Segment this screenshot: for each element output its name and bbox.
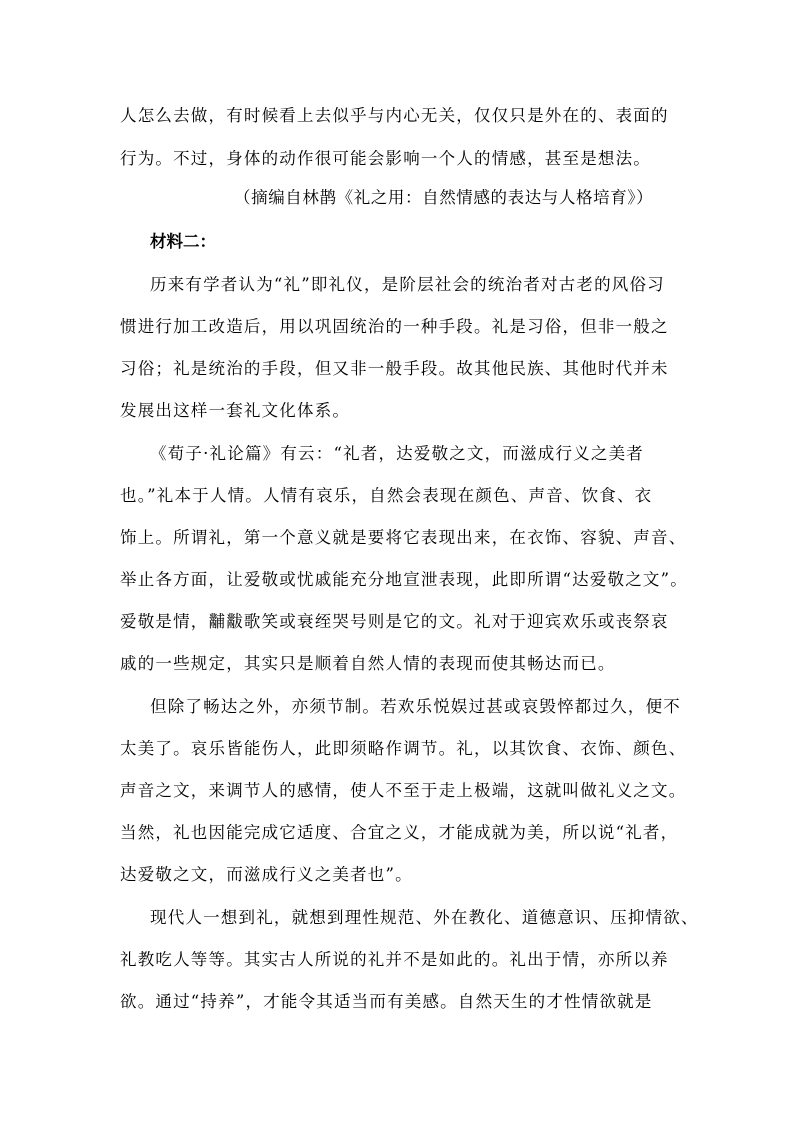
paragraph2-line-6: 戚的一些规定，其实只是顺着自然人情的表现而使其畅达而已。: [120, 654, 616, 673]
paragraph1-line-2: 惯进行加工改造后，用以巩固统治的一种手段。礼是习俗，但非一般之: [120, 317, 669, 336]
paragraph2-line-5: 爱敬是情，黼黻歌笑或衰绖哭号则是它的文。礼对于迎宾欢乐或丧祭哀: [120, 612, 669, 631]
paragraph1-line-3: 习俗；礼是统治的手段，但又非一般手段。故其他民族、其他时代并未: [120, 359, 669, 378]
paragraph2-line-2: 也。”礼本于人情。人情有哀乐，自然会表现在颜色、声音、饮食、衣: [120, 486, 653, 505]
paragraph3-line-3: 声音之文，来调节人的感情，使人不至于走上极端，这就叫做礼义之文。: [120, 781, 687, 800]
paragraph3-line-2: 太美了。哀乐皆能伤人，此即须略作调节。礼，以其饮食、衣饰、颜色、: [120, 739, 687, 758]
source-citation: （摘编自林鹊《礼之用：自然情感的表达与人格培育》）: [234, 188, 654, 207]
paragraph3-line-5: 达爱敬之文，而滋成行义之美者也”。: [120, 865, 413, 884]
paragraph1-line-4: 发展出这样一套礼文化体系。: [120, 401, 351, 420]
paragraph4-line-3: 欲。通过“持养”，才能令其适当而有美感。自然天生的才性情欲就是: [120, 992, 653, 1011]
paragraph2-line-3: 饰上。所谓礼，第一个意义就是要将它表现出来，在衣饰、容貌、声音、: [120, 528, 687, 547]
paragraph1-line-1: 历来有学者认为“礼”即礼仪，是阶层社会的统治者对古老的风俗习: [150, 275, 665, 294]
paragraph4-line-1: 现代人一想到礼，就想到理性规范、外在教化、道德意识、压抑情欲、: [150, 908, 699, 927]
intro-line-2: 行为。不过，身体的动作很可能会影响一个人的情感，甚至是想法。: [120, 149, 651, 168]
paragraph2-line-4: 举止各方面，让爱敬或忧戚能充分地宣泄表现，此即所谓“达爱敬之文”。: [120, 570, 688, 589]
section-heading: 材料二：: [150, 232, 216, 251]
paragraph2-line-1: 《荀子·礼论篇》有云：“礼者，达爱敬之文，而滋成行义之美者: [150, 444, 644, 463]
paragraph3-line-1: 但除了畅达之外，亦须节制。若欢乐悦娱过甚或哀毁悴都过久，便不: [150, 697, 681, 716]
intro-line-1: 人怎么去做，有时候看上去似乎与内心无关，仅仅只是外在的、表面的: [120, 106, 669, 125]
paragraph3-line-4: 当然，礼也因能完成它适度、合宜之义，才能成就为美，所以说“礼者，: [120, 823, 679, 842]
paragraph4-line-2: 礼教吃人等等。其实古人所说的礼并不是如此的。礼出于情，亦所以养: [120, 950, 669, 969]
